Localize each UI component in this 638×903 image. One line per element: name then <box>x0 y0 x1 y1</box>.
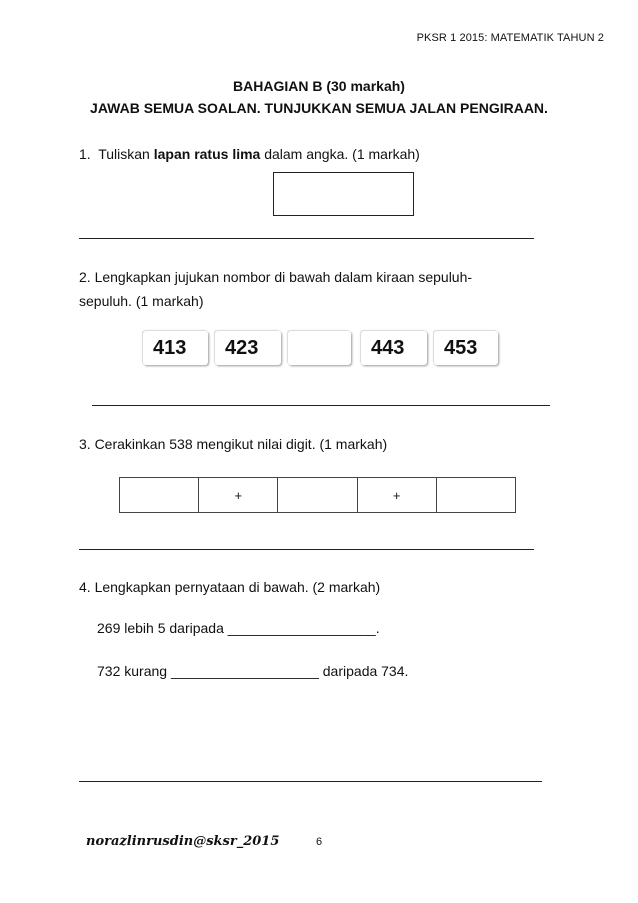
sequence-tile-1: 413 <box>143 331 208 365</box>
question-4: 4. Lengkapkan pernyataan di bawah. (2 markah) <box>79 579 381 595</box>
expansion-cell-3[interactable] <box>436 478 515 513</box>
answer-line-1 <box>79 238 534 239</box>
section-instruction: JAWAB SEMUA SOALAN. TUNJUKKAN SEMUA JALAN PENGIRAAN. <box>90 100 548 116</box>
question-1-number: 1. <box>79 146 91 162</box>
answer-line-2 <box>92 405 550 406</box>
footer-author: norazlinrusdin@sksr_2015 <box>86 834 280 849</box>
answer-box-1[interactable] <box>273 172 414 216</box>
answer-line-3 <box>79 549 534 550</box>
expansion-cell-1[interactable] <box>120 478 199 513</box>
section-title: BAHAGIAN B (30 markah) <box>233 78 405 94</box>
question-2 <box>79 266 559 312</box>
question-1-pre: Tuliskan <box>98 146 154 162</box>
page-header: PKSR 1 2015: MATEMATIK TAHUN 2 <box>416 32 604 44</box>
question-2-line-2: sepuluh. (1 markah) <box>79 293 204 309</box>
expansion-table <box>119 477 516 513</box>
question-2-line-1: 2. Lengkapkan jujukan nombor di bawah dalam kiraan sepuluh- <box>79 269 473 285</box>
expansion-plus-2: + <box>357 478 436 513</box>
expansion-cell-2[interactable] <box>278 478 357 513</box>
expansion-plus-1: + <box>199 478 278 513</box>
question-1-bold: lapan ratus lima <box>153 146 261 162</box>
sequence-tile-5: 453 <box>434 331 498 365</box>
question-1 <box>79 143 420 165</box>
statement-1[interactable]: 269 lebih 5 daripada ___________________. <box>97 620 380 636</box>
statement-2[interactable]: 732 kurang ___________________ daripada 734. <box>97 663 409 679</box>
page-number: 6 <box>316 836 323 848</box>
sequence-tile-3-blank[interactable] <box>288 331 351 365</box>
answer-line-4 <box>79 781 542 782</box>
sequence-tile-2: 423 <box>215 331 281 365</box>
sequence-tile-4: 443 <box>361 331 427 365</box>
question-1-post: dalam angka. (1 markah) <box>260 146 420 162</box>
question-3: 3. Cerakinkan 538 mengikut nilai digit. (1 markah) <box>79 436 388 452</box>
